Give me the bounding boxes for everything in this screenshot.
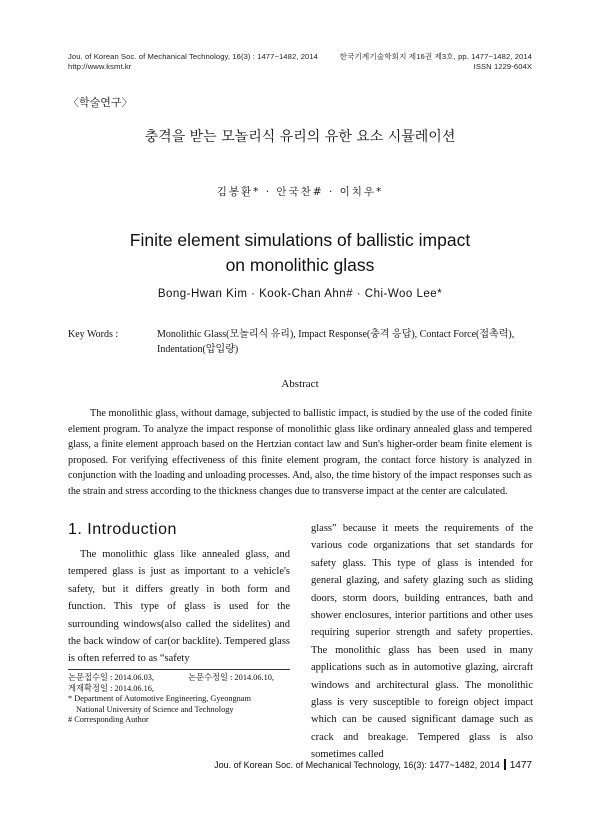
journal-citation: Jou. of Korean Soc. of Mechanical Technology, 16(3) : 1477~1482, 2014	[68, 52, 318, 61]
affiliation-line2: National University of Science and Technology	[76, 704, 234, 714]
abstract-heading: Abstract	[281, 378, 319, 390]
keywords-label: Key Words :	[68, 329, 119, 340]
title-korean: 충격을 받는 모놀리식 유리의 유한 요소 시뮬레이션	[144, 129, 456, 145]
journal-url: http://www.ksmt.kr	[68, 62, 132, 71]
body-left-column: The monolithic glass like annealed glass, and tempered glass is just as important to a vehicle's safety, but it differs greatly in both form and function. This type of glass is used for the surrounding windows(also called the sidelites) and the back window of car(or backlite). Tempered glass is often referred to as “safety	[68, 549, 290, 665]
footer-separator	[504, 759, 506, 770]
authors-korean: 김봉환* · 안국찬# · 이치우*	[216, 186, 384, 198]
accepted-date: 게재확정일 : 2014.06.16,	[68, 683, 154, 693]
abstract-text: The monolithic glass, without damage, subjected to ballistic impact, is studied by the use of the coded finite element program. To analyze the impact response of monolithic glass like ordinary annealed glass and tempered glass, a finite element approach based on the Hertzian contact law and Sun's higher-order beam finite element is proposed. For verifying effectiveness of this finite element program, the contact force history is analyzed in conjunction with the loading and unloading processes. And, also, the time history of the impact responses such as the strain and stress according to the thickness changes due to transverse impact at the center are calculated.	[68, 408, 532, 497]
journal-citation-kr: 한국기계기술학회지 제16권 제3호, pp. 1477~1482, 2014	[339, 52, 532, 61]
issn: ISSN 1229-604X	[473, 62, 532, 71]
running-header-left	[68, 52, 318, 72]
keywords-list	[157, 327, 537, 357]
article-category: 〈학술연구〉	[68, 96, 133, 109]
affiliation-line1: * Department of Automotive Engineering, Gyeongnam	[68, 694, 251, 704]
title-english-line2: on monolithic glass	[225, 255, 375, 275]
footnotes	[68, 673, 308, 726]
revised-date: 논문수정일 : 2014.06.10,	[188, 673, 274, 682]
footnote-dates	[68, 673, 308, 684]
title-english-line1: Finite element simulations of ballistic impact	[129, 230, 471, 250]
keywords-line1: Monolithic Glass(모놀리식 유리), Impact Response(충격 응답), Contact Force(접촉력),	[157, 329, 515, 340]
running-header-right	[300, 52, 532, 72]
authors-english: Bong-Hwan Kim · Kook-Chan Ahn# · Chi-Woo Lee*	[157, 288, 443, 300]
page-number: 1477	[509, 760, 532, 771]
received-date: 논문접수일 : 2014.06.03,	[68, 673, 154, 682]
footer-citation: Jou. of Korean Soc. of Mechanical Technology, 16(3): 1477~1482, 2014	[214, 760, 500, 770]
section-heading: 1. Introduction	[68, 521, 177, 538]
footnote-divider	[68, 669, 290, 670]
title-english	[0, 228, 600, 278]
page-footer	[0, 759, 532, 771]
body-right-column: glass” because it meets the requirements of the various code organizations that set standards for safety glass. This type of glass is intended for general glazing, and safety glazing such as sliding doors, storm doors, building entrances, bath and shower enclosures, interior partitions and other uses requiring superior strength and safety properties. The monolithic glass has been used in many applications such as in automotive glazing, aircraft windows and architectural glass. The monolithic glass is very susceptible to foreign object impact which can be caused significant damage such as crack and breakage. Tempered glass is also sometimes called	[311, 523, 533, 761]
keywords-line2: Indentation(압입량)	[157, 344, 239, 355]
corresponding-author: # Corresponding Author	[68, 715, 149, 725]
